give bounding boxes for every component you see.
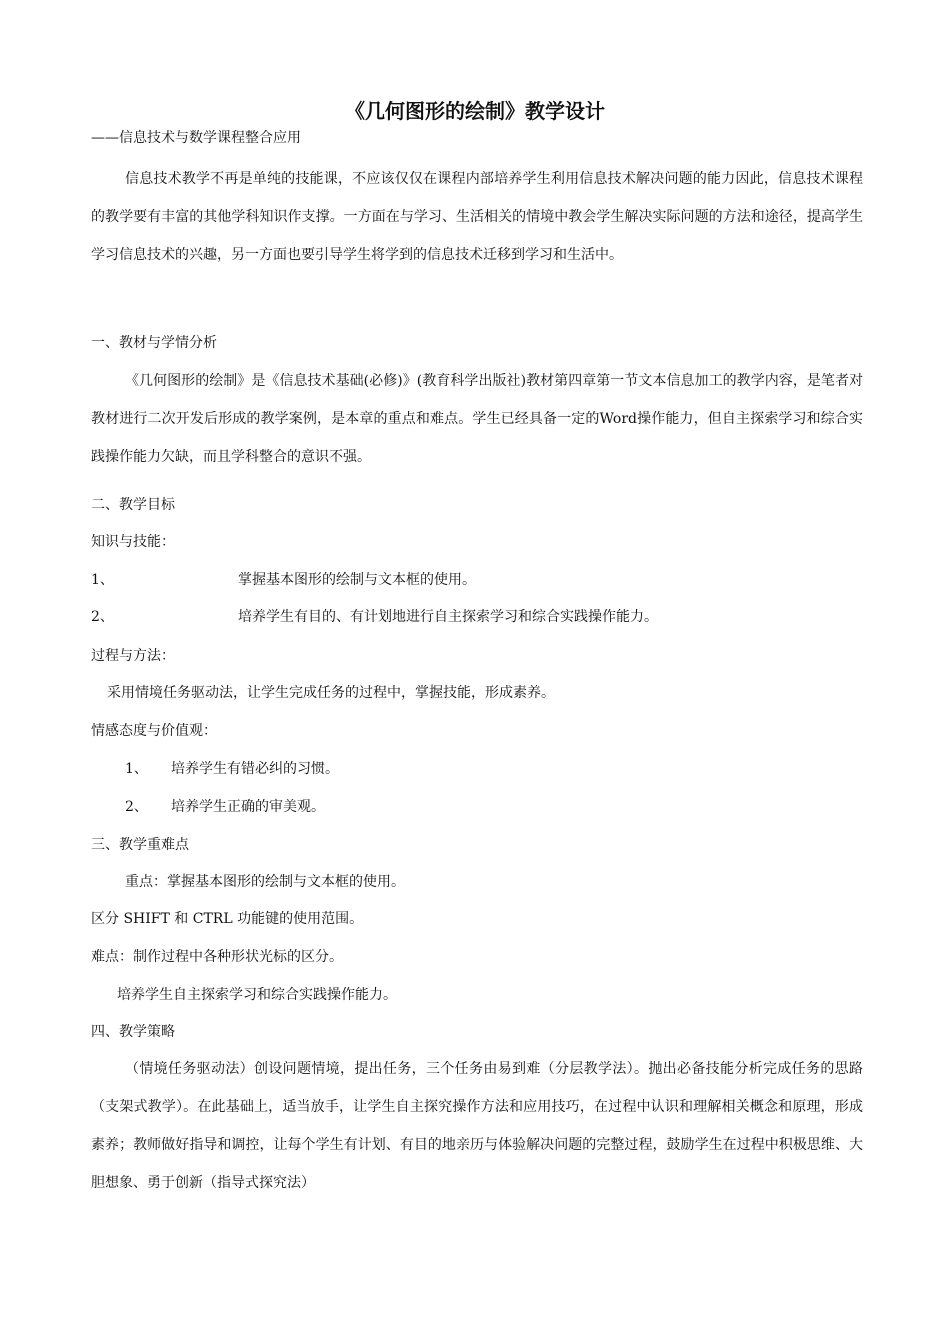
section-heading-materials: 一、教材与学情分析 [91,335,217,351]
list-number: 1、 [91,572,114,588]
difficulty-text: 难点：制作过程中各种形状光标的区分。 [91,949,343,965]
emotion-label: 情感态度与价值观： [91,723,217,739]
strategy-paragraph: （情境任务驱动法）创设问题情境，提出任务，三个任务由易到难（分层教学法）。抛出必备技能分析完成任务的思路（支架式教学）。在此基础上，适当放手，让学生自主探究操作方法和应用技巧，在过程中认识和理解相关概念和原理，形成素养；教师做好指导和调控，让每个学生有计划、有目的地亲历与体验解决问题的完整过程，鼓励学生在过程中积极思维、大胆想象、勇于创新（指导式探究法） [91,1061,863,1191]
process-text: 采用情境任务驱动法，让学生完成任务的过程中，掌握技能，形成素养。 [107,685,555,701]
knowledge-item [91,570,114,590]
knowledge-item-text: 培养学生有目的、有计划地进行自主探索学习和综合实践操作能力。 [238,609,658,625]
emotion-item-number: 1、 [125,761,148,777]
key-point-text: 重点：掌握基本图形的绘制与文本框的使用。 [125,874,405,890]
document-subtitle: ——信息技术与数学课程整合应用 [91,130,301,146]
knowledge-label: 知识与技能： [91,534,175,550]
document-title: 《几何图形的绘制》教学设计 [345,99,605,123]
process-label: 过程与方法： [91,648,175,664]
section-heading-key-points: 三、教学重难点 [91,837,189,853]
section-heading-strategy: 四、教学策略 [91,1024,175,1040]
knowledge-item-text: 掌握基本图形的绘制与文本框的使用。 [238,572,476,588]
difficulty-text-2: 培养学生自主探索学习和综合实践操作能力。 [117,987,397,1003]
emotion-item-number: 2、 [125,799,148,815]
key-point-text-2: 区分 SHIFT 和 CTRL 功能键的使用范围。 [91,911,364,927]
list-number: 2、 [91,609,114,625]
emotion-item-text: 培养学生正确的审美观。 [171,799,325,815]
intro-paragraph: 信息技术教学不再是单纯的技能课，不应该仅仅在课程内部培养学生利用信息技术解决问题的能力因此，信息技术课程的教学要有丰富的其他学科知识作支撑。一方面在与学习、生活相关的情境中教会学生解决实际问题的方法和途径，提高学生学习信息技术的兴趣，另一方面也要引导学生将学到的信息技术迁移到学习和生活中。 [91,171,863,263]
materials-paragraph: 《几何图形的绘制》是《信息技术基础(必修)》(教育科学出版社)教材第四章第一节文本信息加工的教学内容，是笔者对教材进行二次开发后形成的教学案例，是本章的重点和难点。学生已经具备一定的Word操作能力，但自主探索学习和综合实践操作能力欠缺，而且学科整合的意识不强。 [91,373,863,465]
section-heading-objectives: 二、教学目标 [91,497,175,513]
knowledge-item [91,607,114,627]
emotion-item-text: 培养学生有错必纠的习惯。 [171,761,339,777]
